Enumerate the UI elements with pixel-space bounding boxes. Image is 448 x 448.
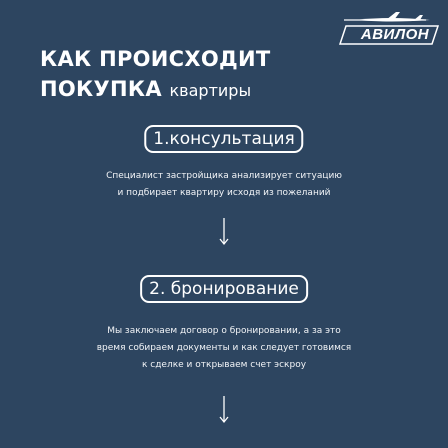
step-2-line-3: к сделке и открываем счет эскроу: [141, 360, 307, 370]
step-2-line-2: время собираем документы и как следует готовимся: [96, 343, 352, 353]
down-arrow-icon: [217, 218, 231, 246]
step-1-description: [20, 168, 428, 202]
step-2-line-1: Мы заключаем договор о бронировании, а за это: [107, 326, 341, 336]
step-2-label: 2. бронирование: [140, 275, 308, 303]
step-2-description: [20, 323, 428, 374]
down-arrow-icon: [217, 396, 231, 424]
brand-logo: [334, 6, 442, 46]
step-1-label: 1.консультация: [144, 125, 303, 153]
title-line-2-bold: ПОКУПКА: [40, 77, 162, 101]
step-1-line-1: Специалист застройщика анализирует ситуацию: [106, 171, 342, 181]
step-1-line-2: и подбирает квартиру исходя из пожеланий: [117, 188, 331, 198]
title-line-2-light: квартиры: [169, 81, 252, 100]
page-title: [40, 44, 271, 106]
title-line-1: КАК ПРОИСХОДИТ: [40, 47, 271, 71]
logo-text: АВИЛОН: [360, 26, 430, 43]
